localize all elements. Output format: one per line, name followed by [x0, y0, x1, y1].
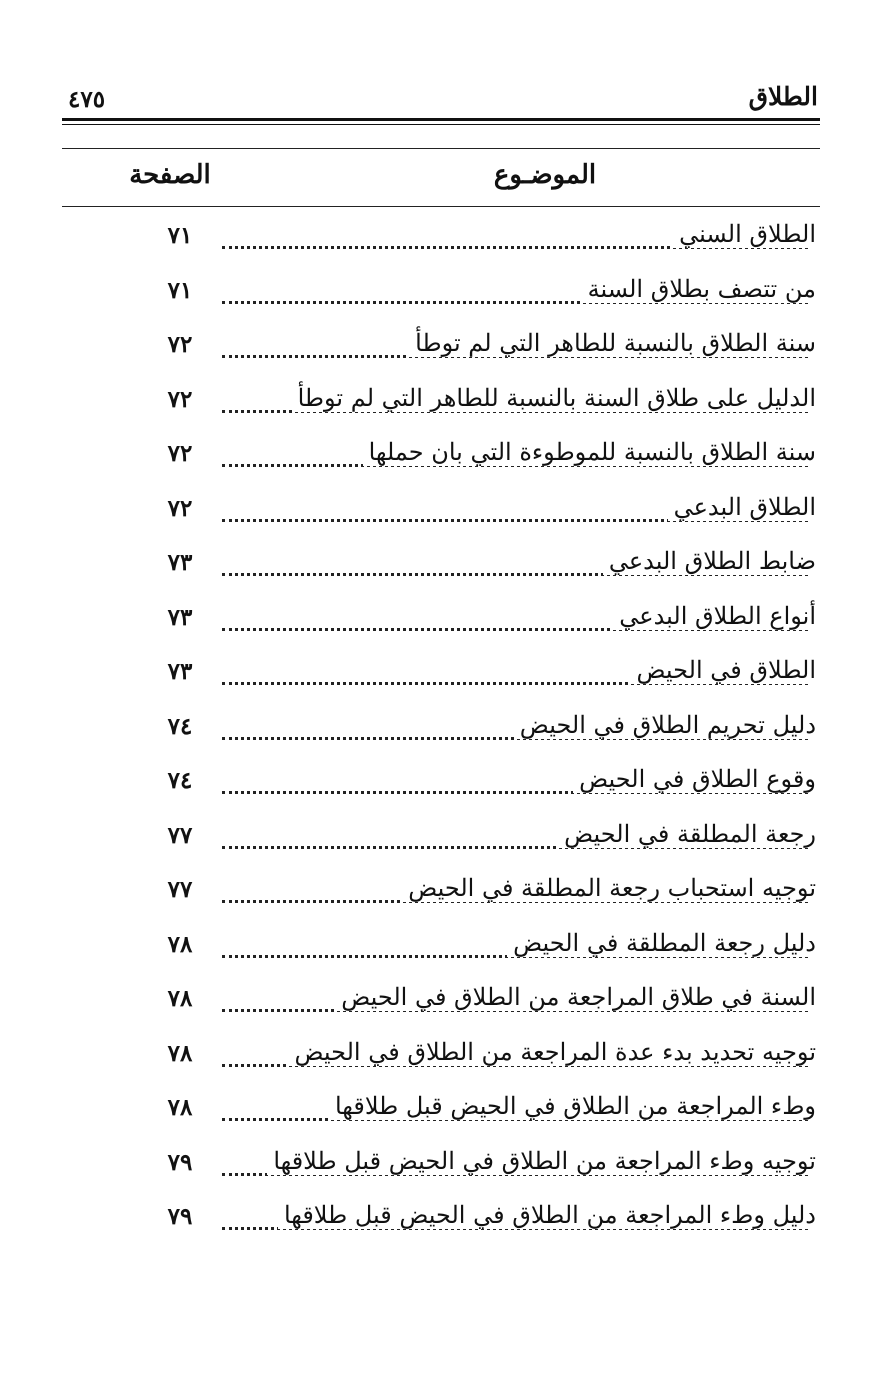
toc-entry-page: ٧٣ [167, 603, 193, 631]
toc-entry [0, 866, 873, 921]
header-rule-thin [62, 124, 820, 125]
toc-entry [0, 1084, 873, 1139]
toc-entry-title: سنة الطلاق بالنسبة للموطوءة التي بان حملها [363, 438, 816, 466]
toc-entry-page: ٧٣ [167, 658, 193, 685]
toc-entry [0, 757, 873, 812]
toc-entry-page: ٧٧ [167, 876, 193, 903]
toc-entry-title: الطلاق في الحيض [631, 656, 816, 684]
toc-entry-page: ٧٢ [167, 494, 193, 522]
column-header-page: الصفحة [129, 160, 211, 190]
toc-entry [0, 921, 873, 976]
column-header-topic: الموضـوع [493, 160, 597, 190]
table-header-top-rule [62, 148, 820, 149]
toc-entry-title: توجيه استحباب رجعة المطلقة في الحيض [402, 874, 816, 902]
toc-entry-page: ٧١ [167, 222, 193, 249]
toc-entry-page: ٧٢ [167, 440, 193, 467]
toc-entry [0, 376, 873, 431]
table-header-bottom-rule [62, 206, 820, 207]
toc-entry-page: ٧٨ [167, 930, 193, 958]
toc-entry-title: دليل رجعة المطلقة في الحيض [507, 929, 816, 957]
toc-entry-page: ٧٧ [167, 821, 193, 849]
toc-entry [0, 1030, 873, 1085]
toc-entry [0, 321, 873, 376]
toc-entry-title: توجيه وطء المراجعة من الطلاق في الحيض قبل طلاقها [267, 1147, 816, 1175]
toc-entry-title: وقوع الطلاق في الحيض [573, 765, 816, 793]
toc-entry-page: ٧٣ [167, 549, 193, 576]
toc-entry [0, 594, 873, 649]
toc-entry-title: توجيه تحديد بدء عدة المراجعة من الطلاق في الحيض [288, 1038, 816, 1066]
toc-entry-page: ٧٨ [167, 985, 193, 1012]
toc-entry-title: ضابط الطلاق البدعي [603, 547, 816, 575]
toc-entry-title: دليل وطء المراجعة من الطلاق في الحيض قبل طلاقها [278, 1201, 816, 1229]
running-title: الطلاق [748, 82, 818, 111]
toc-entry-title: الطلاق البدعي [668, 493, 816, 521]
toc-entry-page: ٧٨ [167, 1039, 193, 1067]
toc-entry [0, 975, 873, 1030]
header-rule [62, 118, 820, 121]
toc-entry [0, 1193, 873, 1248]
toc-entry-title: سنة الطلاق بالنسبة للطاهر التي لم توطأ [409, 329, 816, 357]
toc-entry [0, 539, 873, 594]
toc-entry-page: ٧٩ [167, 1203, 193, 1230]
toc-entry [0, 812, 873, 867]
toc-entry-page: ٧٨ [167, 1094, 193, 1121]
toc-entry-title: رجعة المطلقة في الحيض [558, 820, 816, 848]
toc-entry-page: ٧٢ [167, 385, 193, 413]
toc-entry-page: ٧٤ [167, 712, 193, 740]
toc-entry [0, 1139, 873, 1194]
toc-entry [0, 648, 873, 703]
toc-entry-title: من تتصف بطلاق السنة [582, 275, 816, 303]
toc-entry-title: الدليل على طلاق السنة بالنسبة للطاهر التي لم توطأ [292, 384, 816, 412]
toc-entry [0, 212, 873, 267]
toc-entry [0, 430, 873, 485]
toc-entry-page: ٧٢ [167, 331, 193, 358]
toc-entry-page: ٧١ [167, 276, 193, 304]
toc-entry-title: الطلاق السني [673, 220, 816, 248]
page-number: ٤٧٥ [68, 86, 106, 113]
toc-entry [0, 485, 873, 540]
toc-entry [0, 267, 873, 322]
toc-entry-title: أنواع الطلاق البدعي [613, 602, 816, 630]
toc-entry-title: دليل تحريم الطلاق في الحيض [514, 711, 816, 739]
toc-entry-title: وطء المراجعة من الطلاق في الحيض قبل طلاقها [329, 1092, 816, 1120]
toc-entry [0, 703, 873, 758]
table-of-contents [0, 212, 873, 1248]
toc-entry-title: السنة في طلاق المراجعة من الطلاق في الحيض [335, 983, 816, 1011]
toc-entry-page: ٧٤ [167, 767, 193, 794]
toc-entry-page: ٧٩ [167, 1148, 193, 1176]
